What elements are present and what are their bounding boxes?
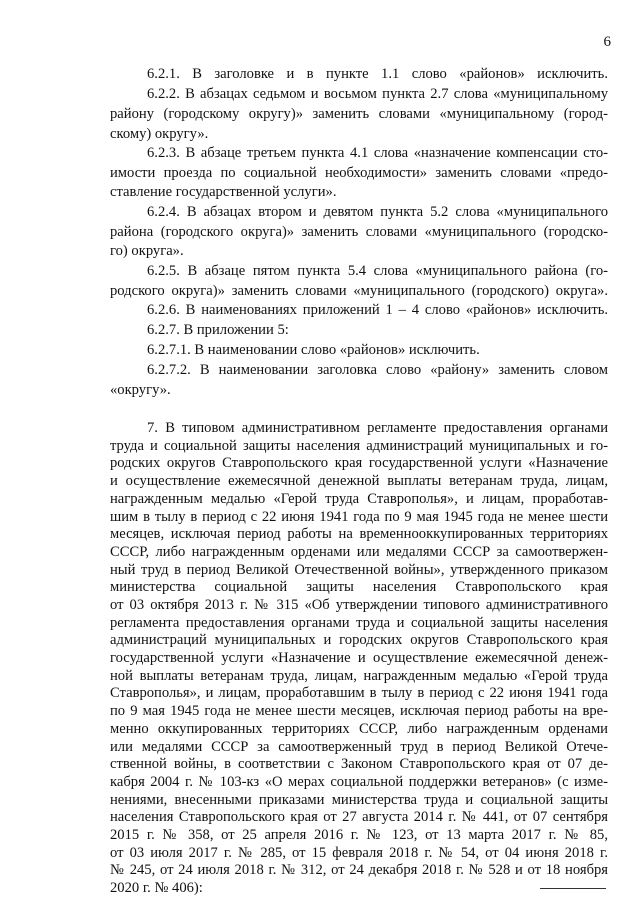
text-line: от 03 июля 2017 г. № 285, от 15 февраля 2018 г. № 54, от 04 июня 2018 г. (110, 844, 608, 861)
text-line: 6.2.4. В абзацах втором и девятом пункта 5.2 слова «муниципального (147, 204, 608, 220)
text-line: 6.2.6. В наименованиях приложений 1 – 4 слово «районов» исключить. (147, 302, 608, 318)
text-line: ной выплаты ветеранам труда, лицам, награжденным медалью «Герой труда (110, 667, 608, 684)
text-line: имости проезда по социальной необходимости» заменить словами «предо- (110, 165, 608, 181)
text-line: го) округа». (110, 243, 184, 259)
text-line: 7. В типовом административном регламенте предоставления органами (147, 420, 608, 436)
text-line: менно оккупированных территориях СССР, либо награжденным орденами (110, 720, 608, 737)
page-number: 6 (603, 34, 611, 50)
text-line: по 9 мая 1945 года не менее шести месяцев, исключая период работы на вре- (110, 703, 608, 720)
text-line: 6.2.5. В абзаце пятом пункта 5.4 слова «муниципального района (го- (147, 263, 608, 279)
text-line: министерства социальной защиты населения Ставропольского края (110, 579, 608, 596)
text-line: населения Ставропольского края от 27 августа 2014 г. № 441, от 07 сентября (110, 809, 608, 826)
text-line: шим в тылу в период с 22 июня 1941 года по 9 мая 1945 года не менее шести (110, 508, 608, 525)
text-line: 2020 г. № 406): (110, 880, 203, 896)
text-line: нениями, внесенными приказами министерства труда и социальной защиты (110, 791, 608, 808)
text-line: 6.2.7. В приложении 5: (147, 322, 289, 338)
text-line: 6.2.1. В заголовке и в пункте 1.1 слово «районов» исключить. (147, 66, 608, 82)
text-line: району (городскому округу)» заменить словами «муниципальному (город- (110, 106, 608, 122)
text-line: кабря 2004 г. № 103-кз «О мерах социальной поддержки ветеранов» (с изме- (110, 773, 608, 790)
text-line: 6.2.7.1. В наименовании слово «районов» исключить. (147, 342, 480, 358)
text-line: или медалями СССР за самоотверженный труд в период Великой Отече- (110, 738, 608, 755)
text-line: государственной услуги «Назначение и осуществление ежемесячной денеж- (110, 650, 608, 666)
text-line: награжденным медалью «Герой труда Ставрополья», и лицам, проработав- (110, 490, 608, 507)
text-line: 6.2.7.2. В наименовании заголовка слово «району» заменить словом (147, 362, 608, 378)
text-line: СССР, либо награжденным орденами или медалями СССР за самоотвержен- (110, 543, 608, 560)
text-line: администраций муниципальных и городских округов Ставропольского края (110, 632, 608, 649)
text-line: родских округов Ставропольского края государственной услуги «Назначение (110, 455, 608, 472)
text-line: родского округа)» заменить словами «муниципального (городского) округа». (110, 283, 608, 299)
text-line: ный труд в период Великой Отечественной войны», утвержденного приказом (110, 561, 608, 578)
text-line: от 03 октября 2013 г. № 315 «Об утверждении типового административного (110, 596, 608, 613)
footer-rule (540, 888, 606, 889)
text-line: труда и социальной защиты населения администраций муниципальных и го- (110, 437, 608, 454)
text-line: скому) округу». (110, 126, 209, 142)
text-line: месяцев, исключая период работы на временнооккупированных территориях (110, 526, 608, 543)
text-line: 6.2.3. В абзаце третьем пункта 4.1 слова «назначение компенсации сто- (147, 145, 608, 161)
text-line: ственной войны, в соответствии с Законом Ставропольского края от 07 де- (110, 756, 608, 773)
text-line: 6.2.2. В абзацах седьмом и восьмом пункта 2.7 слова «муниципальному (147, 86, 608, 102)
text-line: № 245, от 24 июля 2018 г. № 312, от 24 декабря 2018 г. № 528 и от 18 ноября (110, 862, 608, 879)
text-line: регламента предоставления органами труда и социальной защиты населения (110, 614, 608, 631)
text-line: и осуществление ежемесячной денежной выплаты ветеранам труда, лицам, (110, 473, 608, 490)
text-line: Ставрополья», и лицам, проработавшим в тылу в период с 22 июня 1941 года (110, 685, 608, 702)
text-line: ставление государственной услуги». (110, 184, 337, 200)
text-line: «округу». (110, 382, 171, 398)
text-line: 2015 г. № 358, от 25 апреля 2016 г. № 123, от 13 марта 2017 г. № 85, (110, 826, 608, 843)
text-line: района (городского округа)» заменить словами «муниципального (городско- (110, 224, 608, 240)
